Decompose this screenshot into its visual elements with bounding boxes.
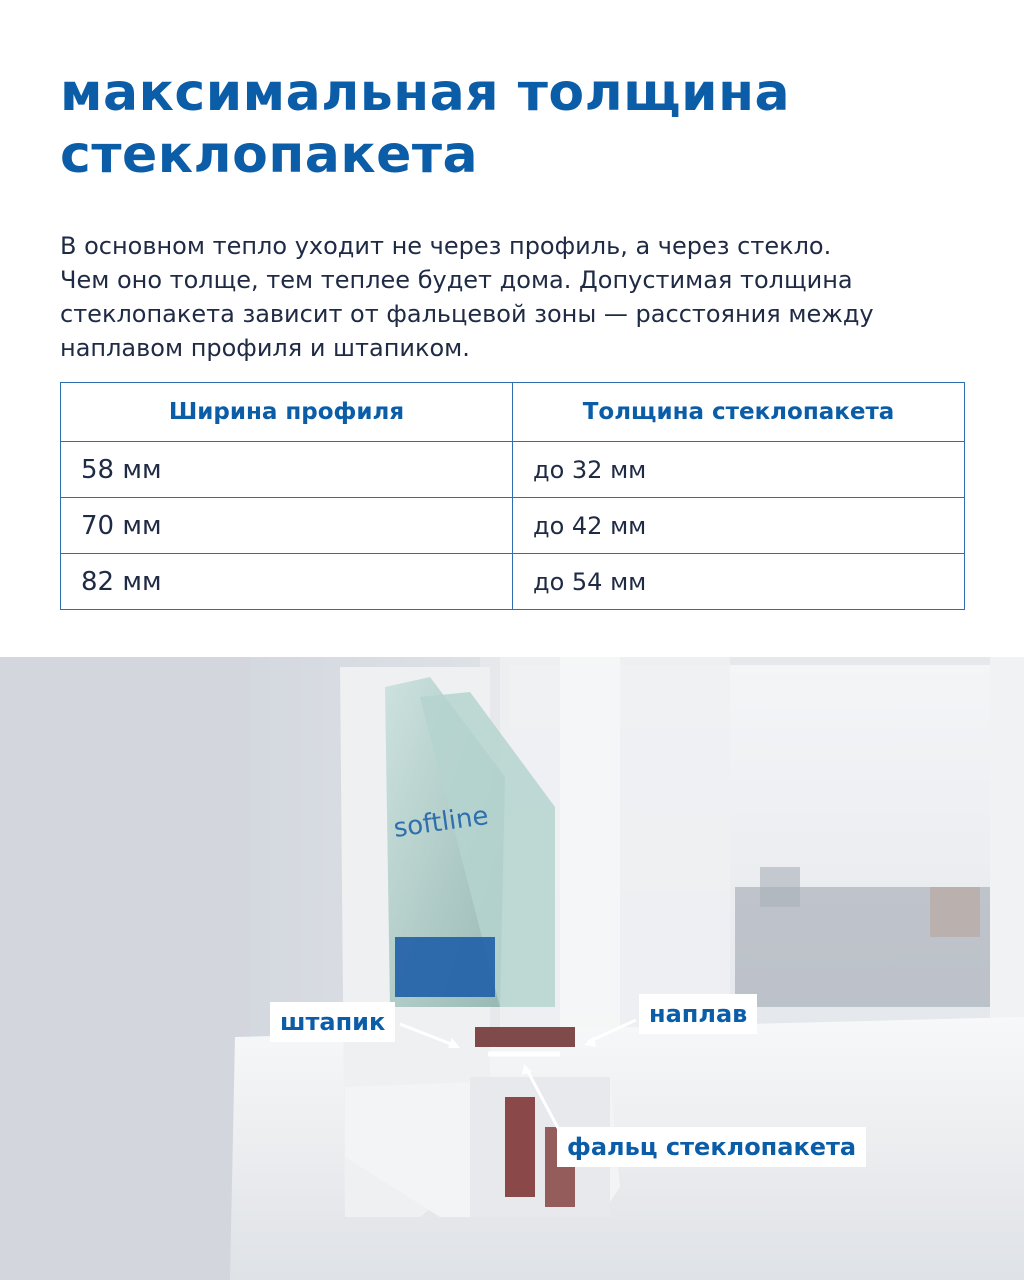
profile-glass-table <box>60 382 965 610</box>
profile-width-cell: 58 мм <box>61 442 513 498</box>
intro-paragraph <box>60 229 990 365</box>
header-glass-thickness: Толщина стеклопакета <box>513 383 965 442</box>
glass-thickness-cell: до 42 мм <box>513 498 965 554</box>
table-header-row <box>61 383 965 442</box>
title-line-1: максимальная толщина <box>60 63 791 123</box>
header-profile-width: Ширина профиля <box>61 383 513 442</box>
table-row <box>61 498 965 554</box>
intro-line-2: Чем оно толще, тем теплее будет дома. Допустимая толщина <box>60 266 853 294</box>
profile-width-cell: 82 мм <box>61 554 513 610</box>
label-naplav: наплав <box>639 994 757 1034</box>
intro-line-3: стеклопакета зависит от фальцевой зоны — расстояния между <box>60 300 874 328</box>
intro-line-1: В основном тепло уходит не через профиль, а через стекло. <box>60 232 832 260</box>
glass-thickness-cell: до 32 мм <box>513 442 965 498</box>
brand-text: softline <box>391 800 491 844</box>
table-row <box>61 442 965 498</box>
title-line-2: стеклопакета <box>60 125 479 185</box>
page-title <box>60 62 980 186</box>
profile-width-cell: 70 мм <box>61 498 513 554</box>
window-profile-photo <box>0 657 1024 1280</box>
label-shtapik: штапик <box>270 1002 395 1042</box>
table-row <box>61 554 965 610</box>
glass-thickness-cell: до 54 мм <box>513 554 965 610</box>
intro-line-4: наплавом профиля и штапиком. <box>60 334 470 362</box>
label-glass-rebate: фальц стеклопакета <box>557 1127 866 1167</box>
